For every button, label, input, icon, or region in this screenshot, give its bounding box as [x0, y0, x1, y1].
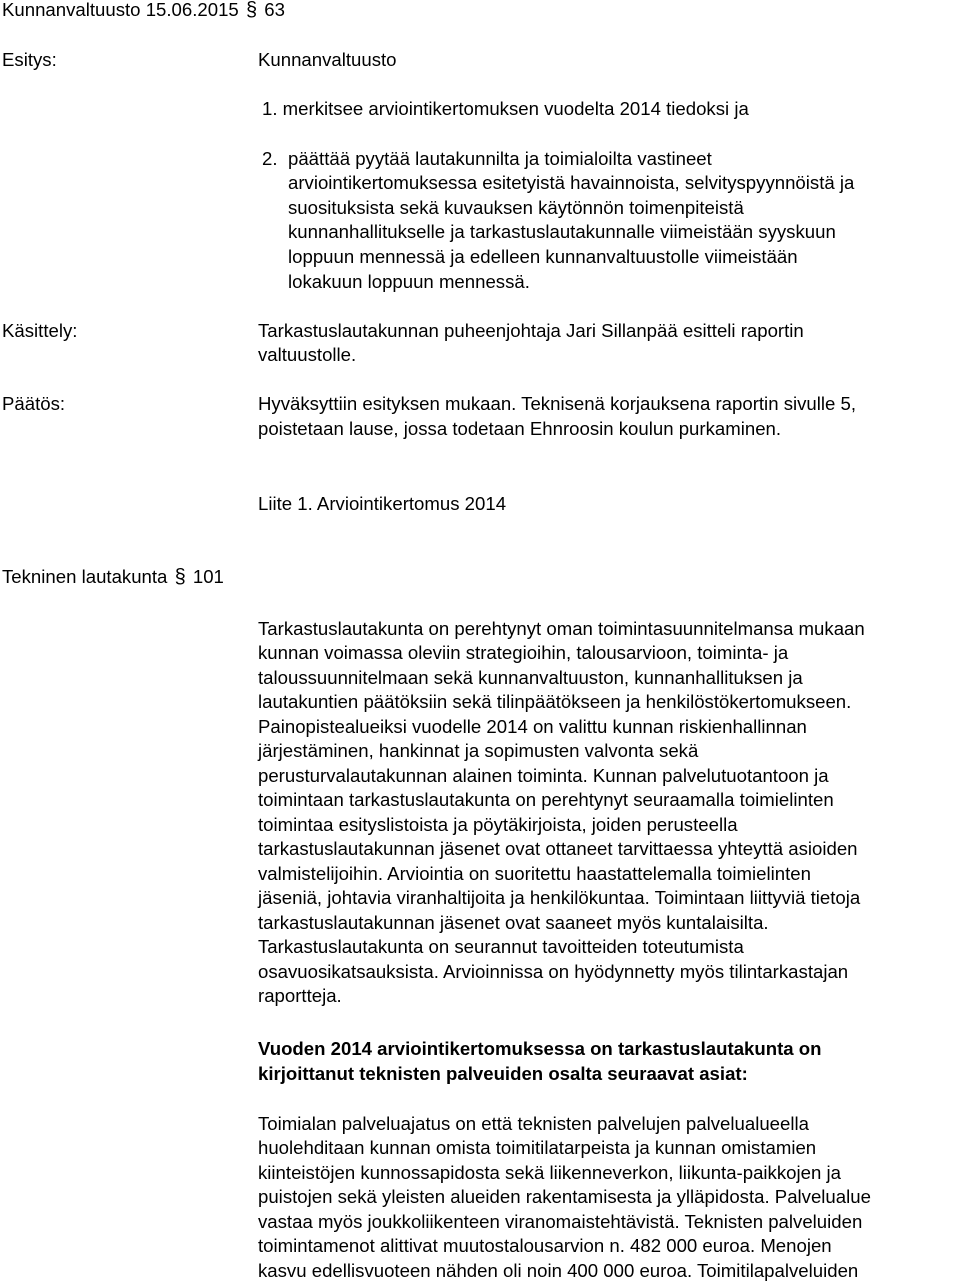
esitys-item-1: 1. merkitsee arviointikertomuksen vuodelta 2014 tiedoksi ja: [262, 98, 749, 119]
paragraph-line: raportteja.: [258, 985, 342, 1006]
paragraph-line: Painopistealueiksi vuodelle 2014 on valittu kunnan riskienhallinnan: [258, 716, 807, 737]
paragraph-line: järjestäminen, hankinnat ja sopimusten valvonta sekä: [258, 740, 699, 761]
paragraph-line: jäseniä, johtavia viranhaltijoita ja henkilökuntaa. Toimintaan liittyviä tietoja: [258, 887, 861, 908]
kasittely-line: valtuustolle.: [258, 344, 357, 365]
paragraph-line: Toimialan palveluajatus on että teknisten palvelujen palvelualueella: [258, 1113, 809, 1134]
kasittely-label: Käsittely:: [2, 320, 78, 341]
esitys-item-2-number: 2.: [262, 148, 278, 169]
paragraph-line: tarkastuslautakunnan jäsenet ovat ottaneet tarvittaessa yhteyttä asioiden: [258, 838, 858, 859]
section-number: 63: [264, 0, 285, 20]
esitys-body-name: Kunnanvaltuusto: [258, 49, 397, 70]
esitys-label: Esitys:: [2, 49, 57, 70]
section-symbol: §: [174, 566, 186, 588]
paragraph-line: toimintaa esityslistoista ja pöytäkirjoista, joiden perusteella: [258, 814, 738, 835]
kasittely-line: Tarkastuslautakunnan puheenjohtaja Jari Sillanpää esitteli raportin: [258, 320, 804, 341]
committee-heading: [2, 565, 224, 589]
paatos-line: Hyväksyttiin esityksen mukaan. Teknisenä korjauksena raportin sivulle 5,: [258, 393, 857, 414]
committee-label: Tekninen lautakunta: [2, 566, 168, 587]
paragraph-line: tarkastuslautakunnan jäsenet ovat saaneet myös kuntalaisilta.: [258, 912, 769, 933]
paragraph-line: kasvu edellisvuoteen nähden oli noin 400 000 euroa. Toimitilapalveluiden: [258, 1260, 859, 1281]
esitys-item-2-line: arviointikertomuksessa esitetyistä havainnoista, selvityspyynnöistä ja: [288, 172, 855, 193]
esitys-item-2-line: lokakuun loppuun mennessä.: [288, 271, 530, 292]
bold-heading-line: Vuoden 2014 arviointikertomuksessa on tarkastuslautakunta on: [258, 1038, 822, 1059]
esitys-item-2-line: loppuun mennessä ja edelleen kunnanvaltuustolle viimeistään: [288, 246, 798, 267]
paragraph-line: vastaa myös joukkoliikenteen viranomaistehtävistä. Teknisten palveluiden: [258, 1211, 863, 1232]
esitys-item-2-line: päättää pyytää lautakunnilta ja toimialoilta vastineet: [288, 148, 712, 169]
paragraph-line: huolehditaan kunnan omista toimitilatarpeista ja kunnan omistamien: [258, 1137, 817, 1158]
paatos-label: Päätös:: [2, 393, 66, 414]
section-symbol: §: [245, 0, 258, 21]
paragraph-line: Tarkastuslautakunta on seurannut tavoitteiden toteutumista: [258, 936, 744, 957]
meeting-title: Kunnanvaltuusto 15.06.2015: [2, 0, 239, 20]
paragraph-line: toimintaan tarkastuslautakunta on perehtynyt seuraamalla toimielinten: [258, 789, 834, 810]
paragraph-line: osavuosikatsauksista. Arvioinnissa on hyödynnetty myös tilintarkastajan: [258, 961, 849, 982]
appendix-title: Liite 1. Arviointikertomus 2014: [258, 493, 507, 514]
esitys-item-2-line: suosituksista sekä kuvauksen käytönnön toimenpiteistä: [288, 197, 744, 218]
paragraph-line: Tarkastuslautakunta on perehtynyt oman toimintasuunnitelmansa mukaan: [258, 618, 865, 639]
paragraph-line: kunnan voimassa oleviin strategioihin, talousarvioon, toiminta- ja: [258, 642, 789, 663]
paragraph-line: lautakuntien päätöksiin sekä tilinpäätökseen ja henkilöstökertomukseen.: [258, 691, 852, 712]
paragraph-line: kiinteistöjen kunnossapidosta sekä liikenneverkon, liikunta-paikkojen ja: [258, 1162, 841, 1183]
paatos-line: poistetaan lause, jossa todetaan Ehnroosin koulun purkaminen.: [258, 418, 782, 439]
paragraph-line: taloussuunnitelmaan sekä kunnanvaltuuston, kunnanhallituksen ja: [258, 667, 803, 688]
esitys-item-2-line: kunnanhallitukselle ja tarkastuslautakunnalle viimeistään syyskuun: [288, 221, 836, 242]
section-number: 101: [192, 566, 224, 587]
paragraph-line: perusturvalautakunnan alainen toiminta. Kunnan palvelutuotantoon ja: [258, 765, 829, 786]
paragraph-line: valmistelijoihin. Arviointia on suoritettu haastattelemalla toimielinten: [258, 863, 811, 884]
page-title: [2, 0, 285, 22]
paragraph-line: toimintamenot alittivat muutostalousarvion n. 482 000 euroa. Menojen: [258, 1235, 832, 1256]
paragraph-line: puistojen sekä yleisten alueiden rakentamisesta ja ylläpidosta. Palvelualue: [258, 1186, 871, 1207]
bold-heading-line: kirjoittanut teknisten palveuiden osalta seuraavat asiat:: [258, 1063, 748, 1084]
